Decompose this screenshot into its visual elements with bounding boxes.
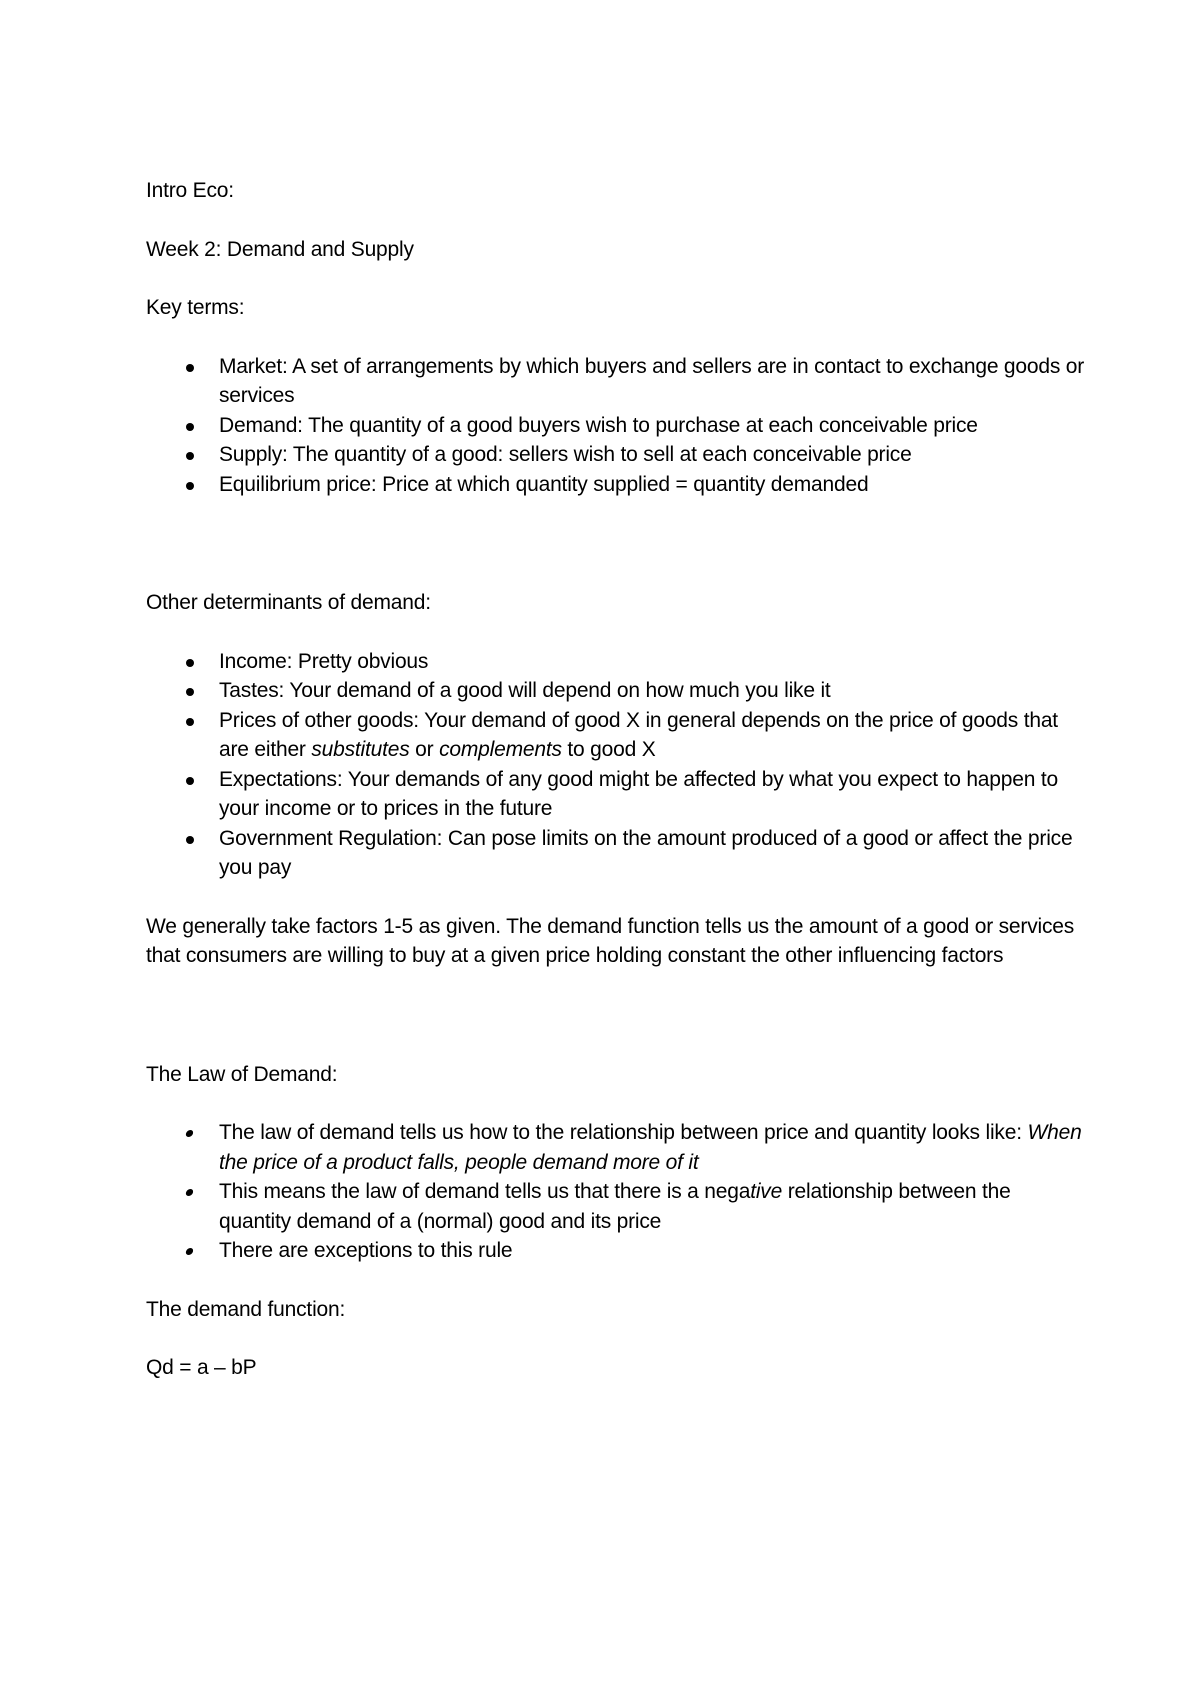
list-item — [146, 440, 1086, 470]
list-item — [146, 706, 1086, 765]
list-item — [146, 1236, 1086, 1266]
determinant-prices-text: Prices of other goods: Your demand of good X in general depends on the price of goods that are either — [219, 708, 1058, 761]
list-item — [146, 676, 1086, 706]
week-title: Week 2: Demand and Supply — [146, 237, 414, 261]
law-item-exceptions: There are exceptions to this rule — [219, 1239, 513, 1262]
law-list — [146, 1118, 1086, 1266]
bullet-icon — [186, 452, 194, 460]
bullet-icon — [185, 1248, 194, 1255]
law-heading: The Law of Demand: — [146, 1062, 338, 1086]
determinant-tastes: Tastes: Your demand of a good will depend on how much you like it — [219, 679, 831, 702]
complements-term: complements — [439, 738, 562, 761]
document-heading: Intro Eco: — [146, 179, 234, 202]
bullet-icon — [186, 482, 194, 490]
list-item — [146, 765, 1086, 824]
law-item-negative — [219, 1180, 1011, 1233]
bullet-icon — [186, 364, 194, 372]
key-term-market: Market: A set of arrangements by which buyers and sellers are in contact to exchange goods or services — [219, 354, 1085, 407]
list-item — [146, 470, 1086, 500]
bullet-icon — [186, 423, 194, 431]
key-terms-list — [146, 352, 1086, 500]
determinant-income: Income: Pretty obvious — [219, 649, 429, 673]
bullet-icon — [186, 718, 194, 726]
law-statement: When the price of a product falls, people demand more of it — [219, 1121, 1082, 1174]
bullet-icon — [186, 777, 194, 785]
list-item — [146, 411, 1086, 441]
bullet-icon — [186, 659, 194, 667]
list-item — [146, 647, 1086, 677]
demand-function-paragraph: We generally take factors 1-5 as given. The demand function tells us the amount of a good or services that consumers are willing to buy at a given price holding constant the other influencing factors — [146, 914, 1075, 967]
law-item-relationship-text: The law of demand tells us how to the relationship between price and quantity looks like: — [219, 1121, 1028, 1144]
determinant-prices — [219, 709, 1058, 762]
or-text: or — [409, 738, 440, 761]
list-item — [146, 1118, 1086, 1177]
determinant-government: Government Regulation: Can pose limits on the amount produced of a good or affect the price you pay — [219, 826, 1073, 879]
key-terms-heading: Key terms: — [146, 296, 245, 319]
key-term-demand: Demand: The quantity of a good buyers wish to purchase at each conceivable price — [219, 413, 978, 437]
determinants-heading: Other determinants of demand: — [146, 591, 431, 614]
key-term-supply: Supply: The quantity of a good: sellers wish to sell at each conceivable price — [219, 443, 912, 466]
list-item — [146, 824, 1086, 883]
list-item — [146, 352, 1086, 411]
law-item-negative-suffix: relationship between the quantity demand of a (normal) good and its price — [219, 1180, 1011, 1233]
bullet-icon — [185, 1189, 194, 1196]
bullet-icon — [186, 688, 194, 696]
key-term-equilibrium: Equilibrium price: Price at which quantity supplied = quantity demanded — [219, 472, 869, 496]
to-good-x-text: to good X — [561, 738, 656, 761]
bullet-icon — [186, 836, 194, 844]
list-item — [146, 1177, 1086, 1236]
law-item-negative-prefix: This means the law of demand tells us that there is a nega — [219, 1180, 751, 1203]
substitutes-term: substitutes — [311, 738, 410, 761]
determinant-expectations: Expectations: Your demands of any good might be affected by what you expect to happen to your income or to prices in the future — [219, 767, 1058, 820]
bullet-icon — [185, 1130, 194, 1137]
document-body — [146, 176, 1086, 1383]
function-heading: The demand function: — [146, 1297, 346, 1321]
law-item-relationship — [219, 1121, 1082, 1174]
determinants-list — [146, 647, 1086, 883]
demand-equation: Qd = a – bP — [146, 1356, 257, 1379]
law-item-negative-italic: tive — [750, 1180, 783, 1203]
